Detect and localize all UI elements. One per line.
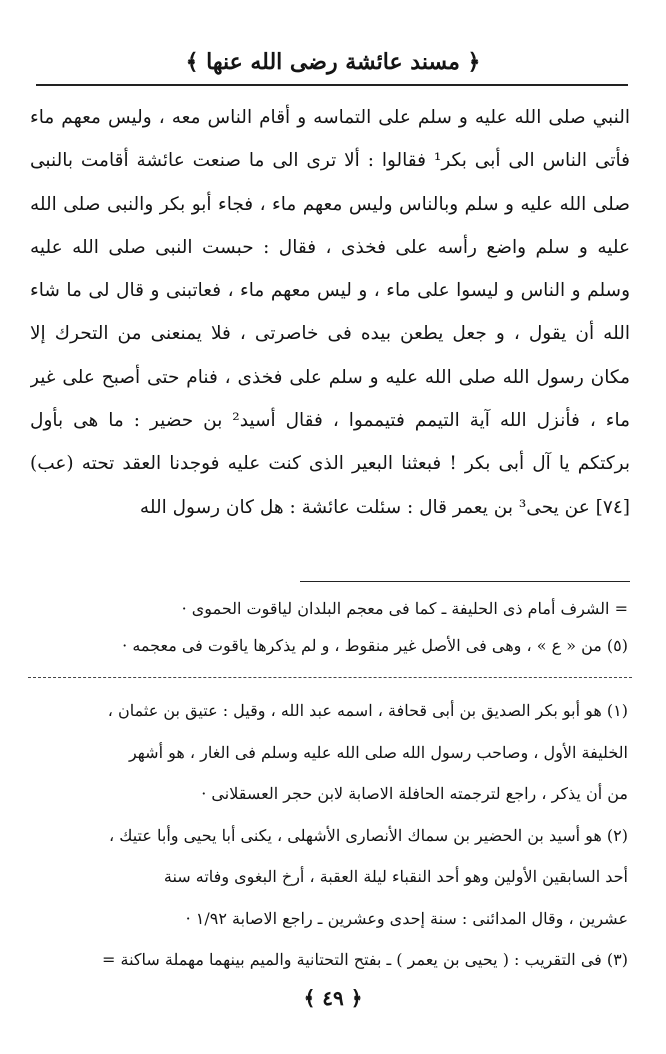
footnotes-continued bbox=[36, 591, 628, 664]
page-header: ﴿ مسند عائشة رضى الله عنها ﴾ bbox=[185, 49, 481, 75]
text-line: ماء ، فأنزل الله آية التيمم فتيمموا ، فقال أسيد² بن حضير : ما هى بأول bbox=[30, 410, 630, 432]
footnote-line: الخليفة الأول ، وصاحب رسول الله صلى الله عليه وسلم فى الغار ، هو أشهر bbox=[128, 742, 628, 762]
page-number: ﴿ ٤٩ ﴾ bbox=[303, 986, 363, 1010]
text-line: الله أن يقول ، و جعل يطعن بيده فى خاصرتى ، فلا يمنعنى من التحرك إلا bbox=[30, 323, 630, 345]
footnote-line: (٢) هو أسيد بن الحضير بن سماك الأنصارى الأشهلى ، يكنى أبا يحيى وأبا عتيك ، bbox=[108, 825, 628, 845]
text-line: وسلم و الناس و ليسوا على ماء ، و ليس معهم ماء ، فعاتبنى و قال لى ما شاء bbox=[30, 280, 630, 302]
footnote-line: = الشرف أمام ذى الحليفة ـ كما فى معجم البلدان لياقوت الحموى · bbox=[181, 599, 628, 618]
header-rule bbox=[36, 84, 628, 86]
footnote-line: عشرين ، وقال المدائنى : سنة إحدى وعشرين ـ راجع الاصابة ١/٩٢ · bbox=[185, 908, 628, 928]
footnote-separator bbox=[300, 581, 630, 582]
footnote-line: (٥) من « ع » ، وهى فى الأصل غير منقوط ، و لم يذكرها ياقوت فى معجمه · bbox=[122, 635, 628, 655]
text-line: بركتكم يا آل أبى بكر ! فبعثنا البعير الذى كنت عليه فوجدنا العقد تحته (عب) bbox=[30, 453, 630, 475]
text-line: عليه و سلم واضع رأسه على فخذى ، فقال : حبست النبى صلى الله عليه bbox=[30, 236, 630, 258]
footnotes bbox=[36, 690, 628, 981]
main-text-block bbox=[30, 96, 630, 529]
text-line: [٧٤] عن يحى³ بن يعمر قال : سئلت عائشة : هل كان رسول الله bbox=[139, 496, 630, 518]
text-line: النبي صلى الله عليه و سلم على التماسه و أقام الناس معه ، وليس معهم ماء bbox=[30, 107, 630, 128]
footnote-line: (١) هو أبو بكر الصديق بن أبى قحافة ، اسمه عبد الله ، وقيل : عتيق بن عثمان ، bbox=[107, 701, 628, 720]
text-line: مكان رسول الله صلى الله عليه و سلم على فخذى ، فنام حتى أصبح على غير bbox=[30, 366, 630, 388]
footnote-line: أحد السابقين الأولين وهو أحد النقباء ليلة العقبة ، أرخ البغوى وفاته سنة bbox=[163, 867, 628, 886]
text-line: صلى الله عليه و سلم وبالناس وليس معهم ماء ، فجاء أبو بكر والنبى صلى الله bbox=[30, 193, 630, 215]
dotted-separator bbox=[28, 677, 632, 678]
footnote-line: (٣) فى التقريب : ( يحيى بن يعمر ) ـ بفتح التحتانية والميم بينهما مهملة ساكنة = bbox=[102, 950, 628, 969]
text-line: فأتى الناس الى أبى بكر¹ فقالوا : ألا ترى الى ما صنعت عائشة أقامت بالنبى bbox=[30, 150, 630, 172]
footnote-line: من أن يذكر ، راجع لترجمته الحافلة الاصابة لابن حجر العسقلانى · bbox=[201, 784, 628, 803]
